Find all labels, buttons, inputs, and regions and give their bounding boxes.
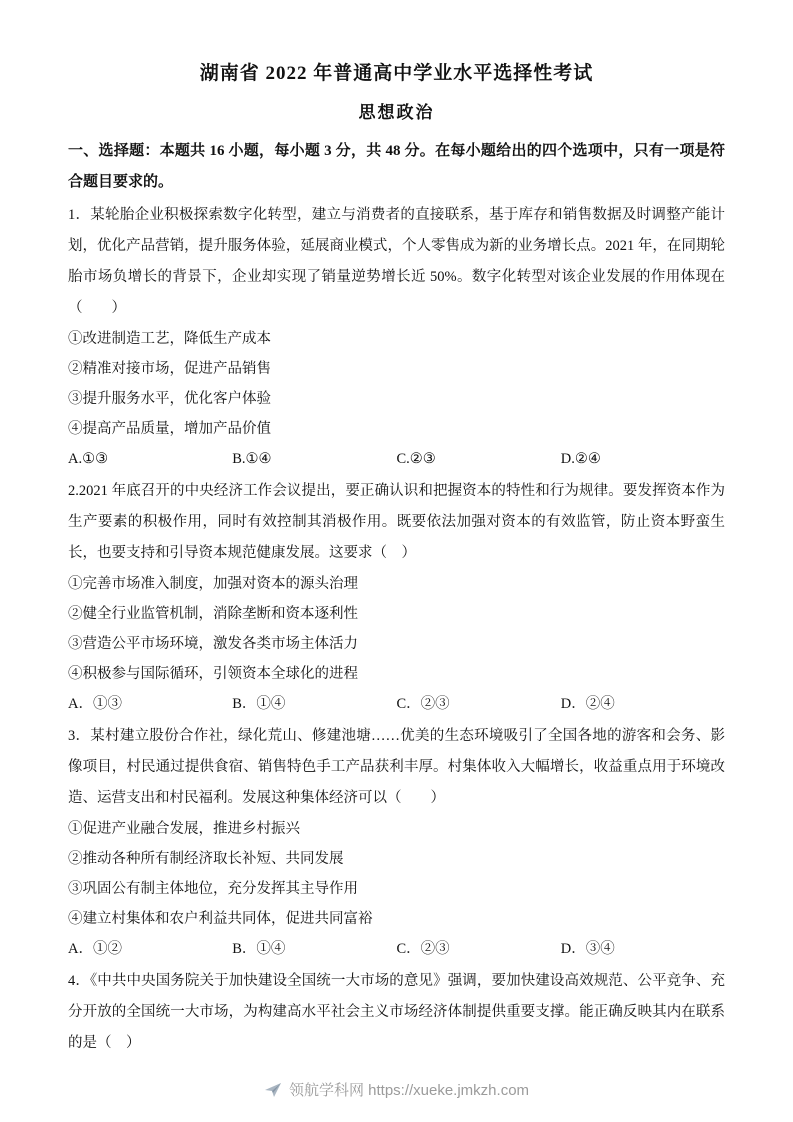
question-2-options bbox=[68, 689, 725, 719]
section-instructions: 一、选择题：本题共 16 小题，每小题 3 分，共 48 分。在每小题给出的四个选项中，只有一项是符合题目要求的。 bbox=[68, 143, 725, 190]
exam-title: 湖南省 2022 年普通高中学业水平选择性考试 bbox=[199, 63, 594, 84]
question-2-option-c: C．②③ bbox=[396, 696, 450, 712]
watermark-text: 领航学科网 https://xueke.jmkzh.com bbox=[288, 1082, 530, 1099]
question-3-item-2: ②推动各种所有制经济取长补短、共同发展 bbox=[68, 851, 344, 867]
question-4 bbox=[68, 966, 725, 1059]
question-3-stem: 3．某村建立股份合作社，绿化荒山、修建池塘……优美的生态环境吸引了全国各地的游客和会务、影像项目，村民通过提供食宿、销售特色手工产品获利丰厚。村集体收入大幅增长，收益重点用于环境改造、运营支出和村民福利。发展这种集体经济可以（ ） bbox=[68, 728, 725, 806]
question-4-stem: 4．《中共中央国务院关于加快建设全国统一大市场的意见》强调，要加快建设高效规范、公平竞争、充分开放的全国统一大市场，为构建高水平社会主义市场经济体制提供重要支撑。能正确反映其内在联系的是（ ） bbox=[68, 973, 725, 1051]
question-3-option-d: D．③④ bbox=[560, 941, 615, 957]
question-3-item-4: ④建立村集体和农户利益共同体，促进共同富裕 bbox=[68, 911, 373, 927]
question-1-stem: 1．某轮胎企业积极探索数字化转型，建立与消费者的直接联系，基于库存和销售数据及时调整产能计划，优化产品营销，提升服务体验，延展商业模式，个人零售成为新的业务增长点。2021 年，在同期轮胎市场负增长的背景下，企业却实现了销量逆势增长近 50%。数字化转型对该企业发展的作用体现在（ ） bbox=[68, 207, 725, 316]
question-2-option-a: A．①③ bbox=[68, 696, 122, 712]
question-1 bbox=[68, 200, 725, 474]
question-3-option-c: C．②③ bbox=[396, 941, 450, 957]
question-1-option-b: B.①④ bbox=[232, 451, 272, 467]
exam-subject: 思想政治 bbox=[358, 103, 435, 122]
question-1-option-c: C.②③ bbox=[396, 451, 436, 467]
question-2 bbox=[68, 476, 725, 719]
question-2-item-1: ①完善市场准入制度，加强对资本的源头治理 bbox=[68, 576, 358, 592]
question-3-item-3: ③巩固公有制主体地位，充分发挥其主导作用 bbox=[68, 881, 358, 897]
question-1-option-a: A.①③ bbox=[68, 451, 109, 467]
question-2-option-d: D．②④ bbox=[560, 696, 615, 712]
question-2-option-b: B．①④ bbox=[232, 696, 286, 712]
question-3 bbox=[68, 721, 725, 964]
question-3-item-1: ①促进产业融合发展，推进乡村振兴 bbox=[68, 821, 300, 837]
question-2-stem: 2.2021 年底召开的中央经济工作会议提出，要正确认识和把握资本的特性和行为规律。要发挥资本作为生产要素的积极作用，同时有效控制其消极作用。既要依法加强对资本的有效监管，防止资本野蛮生长，也要支持和引导资本规范健康发展。这要求（ ） bbox=[68, 483, 725, 561]
question-1-item-2: ②精准对接市场，促进产品销售 bbox=[68, 361, 271, 377]
xueke-logo-icon bbox=[264, 1081, 282, 1099]
question-1-options bbox=[68, 444, 725, 474]
question-2-item-2: ②健全行业监管机制，消除垄断和资本逐利性 bbox=[68, 606, 358, 622]
question-1-item-1: ①改进制造工艺，降低生产成本 bbox=[68, 331, 271, 347]
question-2-item-3: ③营造公平市场环境，激发各类市场主体活力 bbox=[68, 636, 358, 652]
question-3-option-a: A．①② bbox=[68, 941, 122, 957]
question-2-item-4: ④积极参与国际循环，引领资本全球化的进程 bbox=[68, 666, 358, 682]
question-1-option-d: D.②④ bbox=[560, 451, 601, 467]
watermark-footer bbox=[0, 1079, 793, 1100]
question-3-options bbox=[68, 934, 725, 964]
question-3-option-b: B．①④ bbox=[232, 941, 286, 957]
question-1-item-4: ④提高产品质量，增加产品价值 bbox=[68, 421, 271, 437]
question-1-item-3: ③提升服务水平，优化客户体验 bbox=[68, 391, 271, 407]
